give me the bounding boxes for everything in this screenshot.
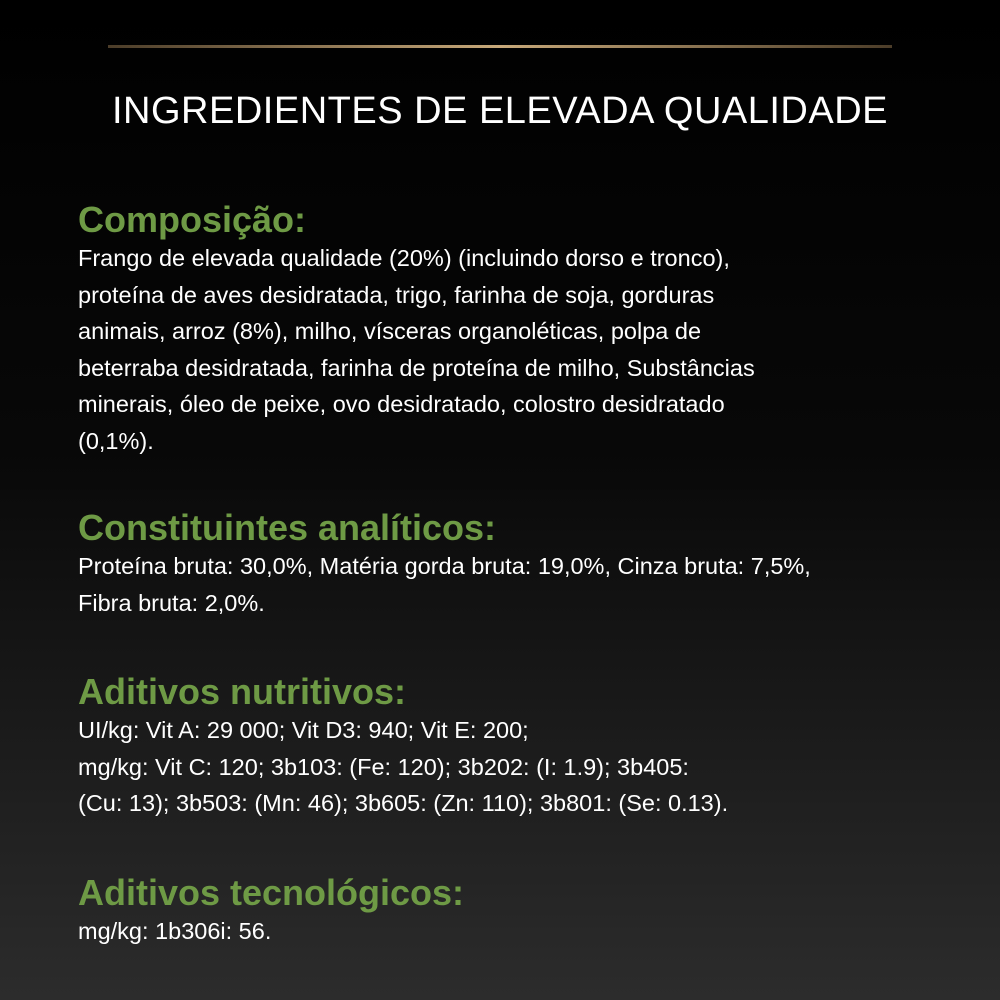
body-line: mg/kg: 1b306i: 56.	[78, 918, 272, 944]
body-line: UI/kg: Vit A: 29 000; Vit D3: 940; Vit E: 200;	[78, 717, 529, 743]
section-body-nutritivos	[78, 712, 958, 822]
section-heading-constituintes: Constituintes analíticos:	[78, 507, 497, 548]
page-title: INGREDIENTES DE ELEVADA QUALIDADE	[112, 90, 888, 132]
section-heading-nutritivos: Aditivos nutritivos:	[78, 671, 407, 712]
body-line: proteína de aves desidratada, trigo, farinha de soja, gorduras	[78, 281, 715, 308]
body-line: animais, arroz (8%), milho, vísceras organoléticas, polpa de	[78, 318, 702, 344]
section-constituintes-analiticos	[78, 508, 958, 621]
section-aditivos-nutritivos	[78, 672, 958, 822]
body-line: (Cu: 13); 3b503: (Mn: 46); 3b605: (Zn: 110); 3b801: (Se: 0.13).	[78, 790, 729, 816]
body-line: mg/kg: Vit C: 120; 3b103: (Fe: 120); 3b202: (I: 1.9); 3b405:	[78, 753, 689, 780]
section-heading-composicao: Composição:	[78, 199, 307, 240]
section-body-tecnologicos	[78, 913, 958, 950]
body-line: minerais, óleo de peixe, ovo desidratado, colostro desidratado	[78, 391, 725, 417]
section-aditivos-tecnologicos	[78, 873, 958, 950]
body-line: (0,1%).	[78, 427, 154, 454]
body-line: Fibra bruta: 2,0%.	[78, 589, 265, 616]
section-heading-tecnologicos: Aditivos tecnológicos:	[78, 872, 465, 913]
section-body-constituintes	[78, 548, 958, 621]
section-composicao	[78, 200, 958, 459]
top-divider-rule	[108, 45, 892, 48]
body-line: beterraba desidratada, farinha de proteína de milho, Substâncias	[78, 354, 755, 381]
body-line: Frango de elevada qualidade (20%) (incluindo dorso e tronco),	[78, 245, 730, 271]
body-line: Proteína bruta: 30,0%, Matéria gorda bruta: 19,0%, Cinza bruta: 7,5%,	[78, 553, 811, 579]
section-body-composicao	[78, 240, 958, 459]
